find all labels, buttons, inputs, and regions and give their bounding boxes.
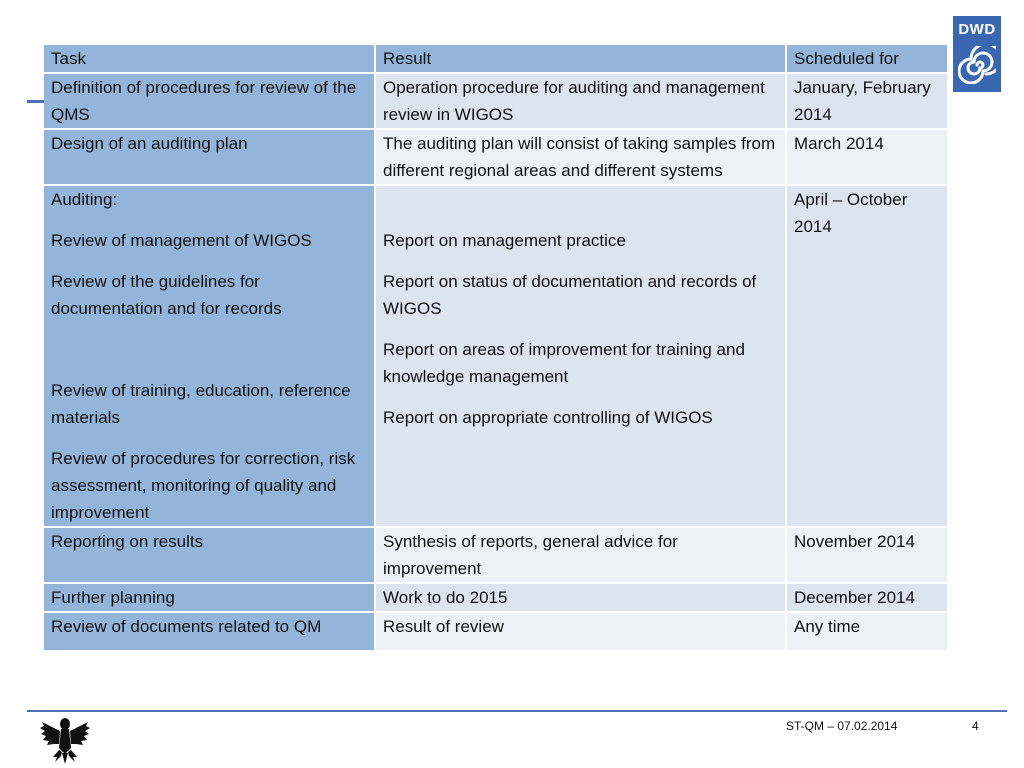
task-cell: Review of documents related to QM — [44, 612, 375, 651]
result-cell: Operation procedure for auditing and management review in WIGOS — [375, 73, 786, 129]
result-cell: Result of review — [375, 612, 786, 651]
scheduled-cell: April – October 2014 — [786, 185, 947, 527]
logo-text: DWD — [958, 21, 996, 38]
table-row — [44, 612, 947, 651]
federal-eagle-icon — [38, 714, 92, 766]
result-cell — [375, 185, 786, 527]
scheduled-cell: December 2014 — [786, 583, 947, 612]
result-cell: Work to do 2015 — [375, 583, 786, 612]
footer-divider — [27, 710, 1007, 712]
table-row — [44, 583, 947, 612]
header-result: Result — [375, 45, 786, 73]
task-line: Review of the guidelines for documentation and for records — [51, 272, 282, 318]
scheduled-cell: March 2014 — [786, 129, 947, 185]
result-line: Report on appropriate controlling of WIGOS — [383, 408, 713, 427]
task-cell: Further planning — [44, 583, 375, 612]
header-task: Task — [44, 45, 375, 73]
result-line: Report on management practice — [383, 231, 626, 250]
table-row — [44, 185, 947, 527]
table-header-row — [44, 45, 947, 73]
scheduled-cell: Any time — [786, 612, 947, 651]
result-line: Report on status of documentation and records of WIGOS — [383, 272, 757, 318]
dwd-logo — [953, 16, 1001, 92]
scheduled-cell: November 2014 — [786, 527, 947, 583]
table-row — [44, 129, 947, 185]
task-cell: Design of an auditing plan — [44, 129, 375, 185]
task-cell: Reporting on results — [44, 527, 375, 583]
task-cell: Definition of procedures for review of the QMS — [44, 73, 375, 129]
result-cell: The auditing plan will consist of taking samples from different regional areas and different systems — [375, 129, 786, 185]
dwd-spiral-icon — [958, 46, 996, 84]
result-cell: Synthesis of reports, general advice for improvement — [375, 527, 786, 583]
task-line: Auditing: — [51, 190, 118, 209]
task-cell — [44, 185, 375, 527]
footer-date: ST-QM – 07.02.2014 — [786, 719, 898, 733]
task-line: Review of training, education, reference materials — [51, 381, 351, 427]
task-line: Review of management of WIGOS — [51, 231, 312, 250]
task-line: Review of procedures for correction, risk assessment, monitoring of quality and improvement — [51, 449, 356, 522]
audit-plan-table — [44, 45, 947, 652]
header-scheduled: Scheduled for — [786, 45, 947, 73]
page-number: 4 — [972, 719, 979, 733]
table-row — [44, 527, 947, 583]
table-row — [44, 73, 947, 129]
result-line: Report on areas of improvement for training and knowledge management — [383, 340, 745, 386]
scheduled-cell: January, February 2014 — [786, 73, 947, 129]
